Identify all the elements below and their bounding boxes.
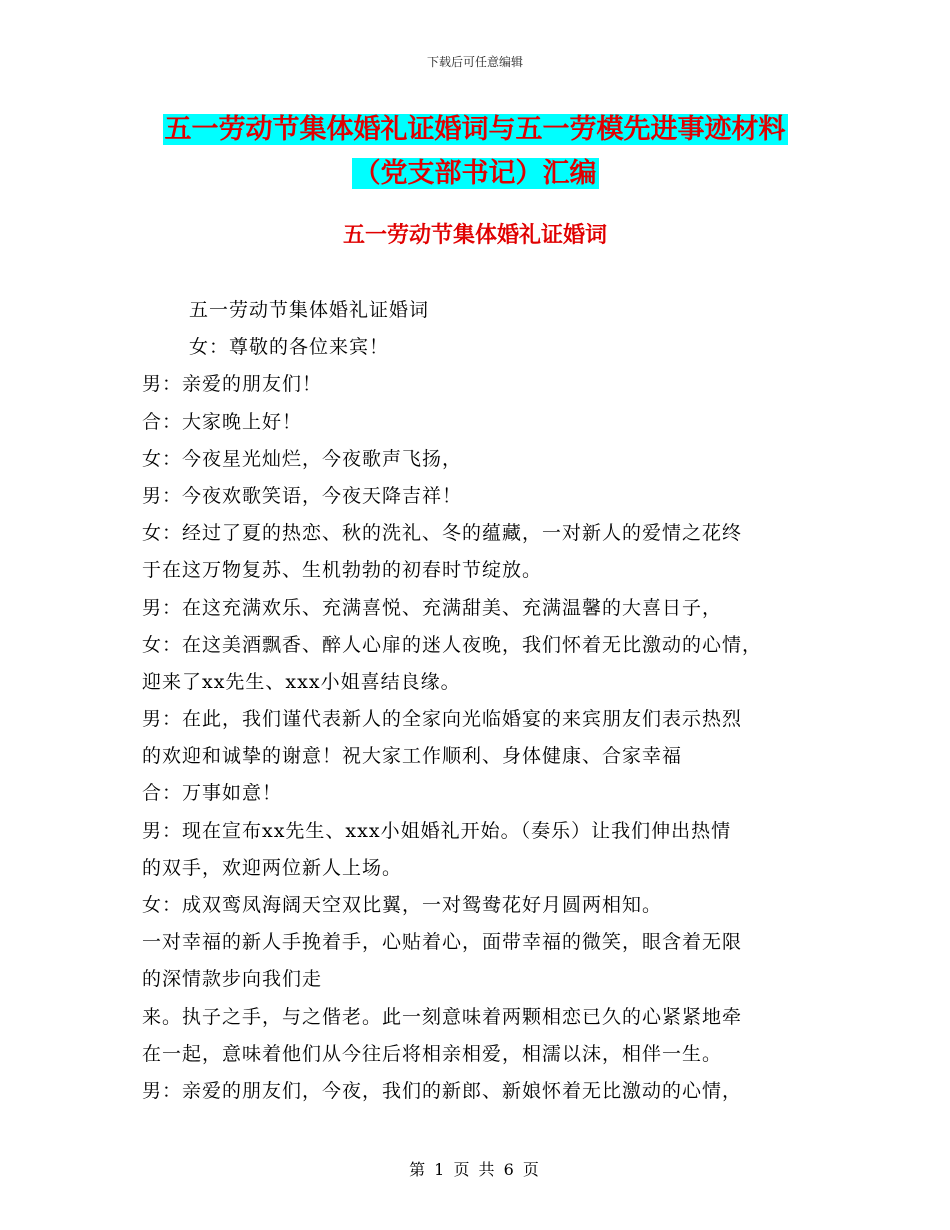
body-line: 女：尊敬的各位来宾！: [189, 336, 390, 359]
document-title-line-1: 五一劳动节集体婚礼证婚词与五一劳模先进事迹材料: [164, 114, 786, 145]
body-line: 女：成双鸾凤海阔天空双比翼，一对鸳鸯花好月圆两相知。: [142, 894, 663, 916]
body-line: 女：在这美酒飘香、醉人心扉的迷人夜晚，我们怀着无比激动的心情，: [142, 633, 763, 656]
body-line: 一对幸福的新人手挽着手，心贴着心，面带幸福的微笑，眼含着无限: [142, 931, 743, 954]
body-line: 的双手，欢迎两位新人上场。: [142, 856, 403, 879]
body-line: 来。执子之手，与之偕老。此一刻意味着两颗相恋已久的心紧紧地牵: [142, 1005, 743, 1028]
page-footer: 第 1 页 共 6 页: [409, 1160, 541, 1179]
body-line: 的深情款步向我们走: [142, 968, 323, 991]
body-line: 男：亲爱的朋友们，今夜，我们的新郎、新娘怀着无比激动的心情，: [142, 1079, 743, 1102]
body-line: 在一起，意味着他们从今往后将相亲相爱，相濡以沫，相伴一生。: [142, 1042, 723, 1065]
body-line: 男：今夜欢歌笑语，今夜天降吉祥！: [142, 484, 463, 507]
body-line: 男：在这充满欢乐、充满喜悦、充满甜美、充满温馨的大喜日子，: [142, 596, 723, 619]
body-line: 女：经过了夏的热恋、秋的洗礼、冬的蕴藏，一对新人的爱情之花终: [142, 522, 743, 545]
body-line: 合：万事如意！: [142, 782, 283, 805]
body-line: 五一劳动节集体婚礼证婚词: [189, 299, 430, 321]
body-line: 合：大家晚上好！: [142, 410, 303, 433]
body-line: 于在这万物复苏、生机勃勃的初春时节绽放。: [142, 559, 543, 582]
header-note: 下载后可任意编辑: [426, 55, 523, 69]
body-line: 男：亲爱的朋友们！: [142, 373, 323, 396]
body-line: 女：今夜星光灿烂，今夜歌声飞扬，: [142, 447, 463, 470]
body-line: 男：现在宣布xx先生、xxx小姐婚礼开始。（奏乐）让我们伸出热情: [142, 819, 732, 842]
section-heading: 五一劳动节集体婚礼证婚词: [342, 223, 607, 248]
document-title-line-2: （党支部书记）汇编: [353, 158, 597, 189]
body-line: 的欢迎和诚挚的谢意！祝大家工作顺利、身体健康、合家幸福: [142, 745, 683, 768]
body-line: 男：在此，我们谨代表新人的全家向光临婚宴的来宾朋友们表示热烈: [142, 708, 743, 731]
body-line: 迎来了xx先生、xxx小姐喜结良缘。: [142, 670, 461, 693]
body-text: [142, 292, 822, 1110]
